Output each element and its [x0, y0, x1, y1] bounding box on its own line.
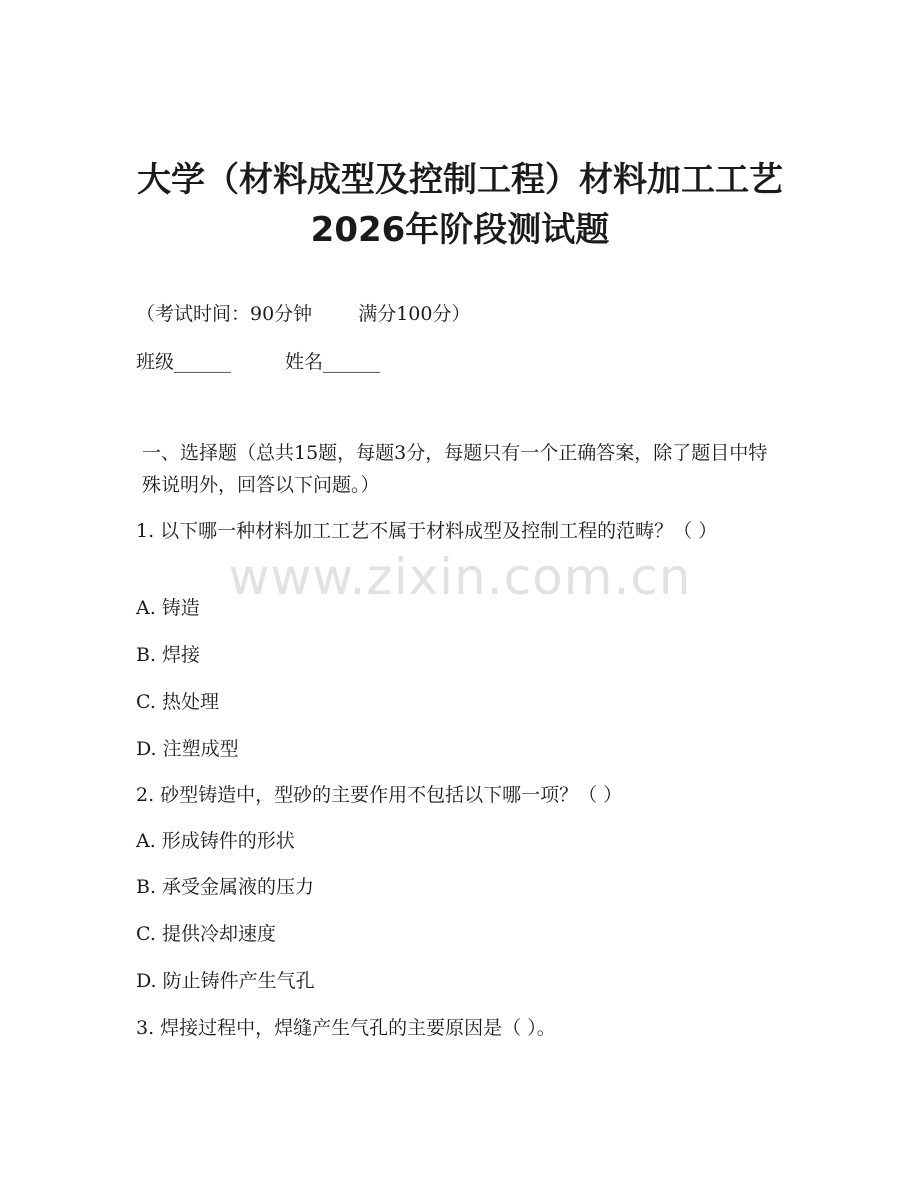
student-info [136, 350, 380, 374]
document-title-line2: 2026年阶段测试题 [310, 210, 610, 250]
question-2-option-c: C. 提供冷却速度 [136, 923, 276, 945]
question-2-option-a: A. 形成铸件的形状 [136, 830, 295, 852]
document-title-line1: 大学（材料成型及控制工程）材料加工工艺 [137, 160, 783, 200]
question-2-option-b: B. 承受金属液的压力 [136, 876, 315, 898]
watermark: www.zixin.com.cn [228, 548, 692, 606]
name-field: 姓名______ [285, 351, 381, 373]
exam-info [136, 302, 470, 326]
class-field: 班级______ [136, 351, 232, 373]
question-1-option-c: C. 热处理 [136, 691, 219, 713]
question-1-stem: 1. 以下哪一种材料加工工艺不属于材料成型及控制工程的范畴？（ ） [136, 520, 718, 542]
question-2-option-d: D. 防止铸件产生气孔 [136, 970, 315, 992]
question-1-option-d: D. 注塑成型 [136, 738, 239, 760]
question-3-stem: 3. 焊接过程中，焊缝产生气孔的主要原因是（ ）。 [136, 1017, 556, 1039]
question-1-option-b: B. 焊接 [136, 644, 201, 666]
question-2-stem: 2. 砂型铸造中，型砂的主要作用不包括以下哪一项？（ ） [136, 784, 623, 806]
exam-time: （考试时间：90分钟 [136, 303, 313, 325]
exam-full-score: 满分100分） [358, 303, 471, 325]
section-heading: 一、选择题（总共15题，每题3分，每题只有一个正确答案，除了题目中特殊说明外，回答以下问题。） [142, 442, 768, 496]
question-1-option-a: A. 铸造 [136, 597, 200, 619]
